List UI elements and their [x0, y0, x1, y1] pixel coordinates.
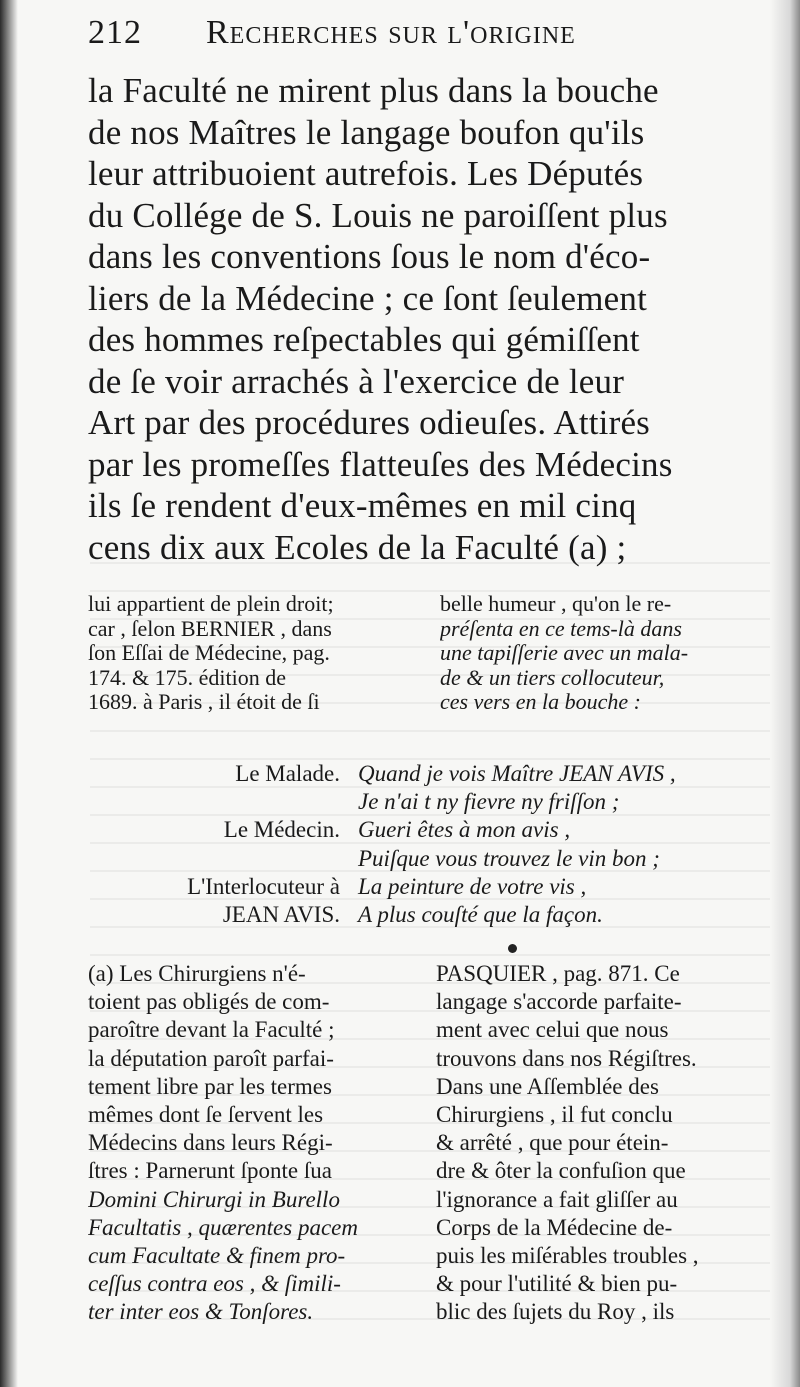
footnote-line: car , ſelon BERNIER , dans: [88, 616, 332, 641]
main-text-line: de ſe voir arrachés à l'exercice de leur: [88, 361, 625, 401]
page-number: 212: [88, 14, 142, 51]
footnote-line: dre & ôter la confuſion que: [436, 1158, 686, 1184]
footnote-line: la députation paroît parfai-: [88, 1045, 334, 1071]
footnote-line: Chirurgiens , il fut conclu: [436, 1101, 673, 1127]
main-text-line: liers de la Médecine ; ce ſont ſeulement: [88, 278, 648, 318]
footnote-line: langage s'accorde parfaite-: [436, 989, 682, 1015]
footnote-line: lui appartient de plein droit;: [88, 592, 334, 616]
footnote-line: Domini Chirurgi in Burello: [88, 1186, 340, 1212]
footnote-line: ſon Eſſai de Médecine, pag.: [88, 641, 330, 666]
main-text-line: des hommes reſpectables qui gémiſſent: [88, 320, 640, 359]
footnote-line: ſtres : Parnerunt ſponte ſua: [88, 1158, 332, 1184]
footnote-line: 1689. à Paris , il étoit de ſi: [88, 690, 320, 715]
verse-row: [0, 816, 800, 844]
footnote-line: blic des ſujets du Roy , ils: [436, 1299, 675, 1325]
footnote-line: tement libre par les termes: [88, 1073, 332, 1099]
footnote-continuation-left-column: [88, 592, 418, 715]
footnote-line: (a) Les Chirurgiens n'é-: [88, 961, 306, 986]
footnote-line: ter inter eos & Tonſores.: [88, 1299, 314, 1325]
footnote-line: Dans une Aſſemblée des: [436, 1073, 659, 1099]
footnote-line: Corps de la Médecine de-: [436, 1214, 673, 1240]
footnote-line: & pour l'utilité & bien pu-: [436, 1271, 678, 1297]
verse-line: La peinture de votre vis ,: [358, 873, 587, 899]
verse-speaker: JEAN AVIS.: [222, 901, 340, 927]
footnote-a-right-column: [436, 960, 766, 1326]
verse-speaker: Le Médecin.: [223, 817, 340, 843]
footnote-line: puis les miſérables troubles ,: [436, 1242, 699, 1268]
verse-row: [0, 845, 800, 873]
running-header: [88, 14, 768, 70]
footnote-line: trouvons dans nos Régiſtres.: [436, 1045, 697, 1071]
verse-row: [0, 901, 800, 929]
verse-dialogue: [0, 760, 800, 929]
footnote-line: belle humeur , qu'on le re-: [440, 592, 672, 616]
main-text-line: ils ſe rendent d'eux-mêmes en mil cinq: [88, 486, 637, 525]
verse-row: [0, 760, 800, 788]
verse-line: Je n'ai t ny fievre ny friſſon ;: [358, 789, 620, 815]
verse-line: Gueri êtes à mon avis ,: [358, 817, 571, 843]
footnote-line: & arrêté , que pour étein-: [436, 1130, 669, 1156]
verse-row: [0, 873, 800, 901]
verse-line: Puiſque vous trouvez le vin bon ;: [358, 845, 660, 871]
section-dot-ornament: [508, 944, 517, 953]
main-text-line: de nos Maîtres le langage boufon qu'ils: [88, 112, 645, 152]
footnote-continuation-right-column: [440, 592, 770, 715]
footnote-line: cum Facultate & finem pro-: [88, 1242, 346, 1268]
footnote-line: ceſſus contra eos , & ſimili-: [88, 1271, 341, 1297]
footnote-line: préſenta en ce tems-là dans: [440, 616, 682, 641]
main-text-line: du Collége de S. Louis ne paroiſſent plus: [88, 195, 668, 235]
main-text-line: cens dix aux Ecoles de la Faculté (a) ;: [88, 527, 627, 567]
main-text-block: [88, 70, 768, 568]
main-text-line: Art par des procédures odieuſes. Attirés: [88, 403, 651, 442]
main-text-line: la Faculté ne mirent plus dans la bouche: [88, 71, 659, 110]
footnote-a-left-column: [88, 960, 418, 1326]
running-title: Recherches sur l'origine: [206, 14, 576, 51]
footnote-line: une tapiſſerie avec un mala-: [440, 641, 689, 666]
verse-speaker: Le Malade.: [235, 761, 340, 786]
footnote-line: l'ignorance a fait gliſſer au: [436, 1186, 678, 1212]
verse-row: [0, 788, 800, 816]
footnote-line: PASQUIER , pag. 871. Ce: [436, 961, 680, 986]
footnote-line: mêmes dont ſe ſervent les: [88, 1101, 324, 1127]
footnote-line: Médecins dans leurs Régi-: [88, 1130, 333, 1156]
footnote-line: ment avec celui que nous: [436, 1017, 669, 1043]
main-text-line: dans les conventions ſous le nom d'éco-: [88, 237, 651, 276]
main-text-line: leur attribuoient autrefois. Les Députés: [88, 154, 644, 193]
verse-line: Quand je vois Maître JEAN AVIS ,: [358, 761, 676, 786]
footnote-line: toient pas obligés de com-: [88, 989, 330, 1015]
main-text-line: par les promeſſes flatteuſes des Médecins: [88, 444, 673, 484]
verse-speaker: L'Interlocuteur à: [187, 873, 340, 899]
footnote-line: paroître devant la Faculté ;: [88, 1017, 335, 1043]
footnote-line: ces vers en la bouche :: [440, 690, 641, 715]
footnote-line: 174. & 175. édition de: [88, 665, 286, 690]
footnote-line: Facultatis , quærentes pacem: [88, 1214, 358, 1240]
footnote-line: de & un tiers collocuteur,: [440, 665, 665, 690]
verse-line: A plus couſté que la façon.: [358, 901, 603, 927]
